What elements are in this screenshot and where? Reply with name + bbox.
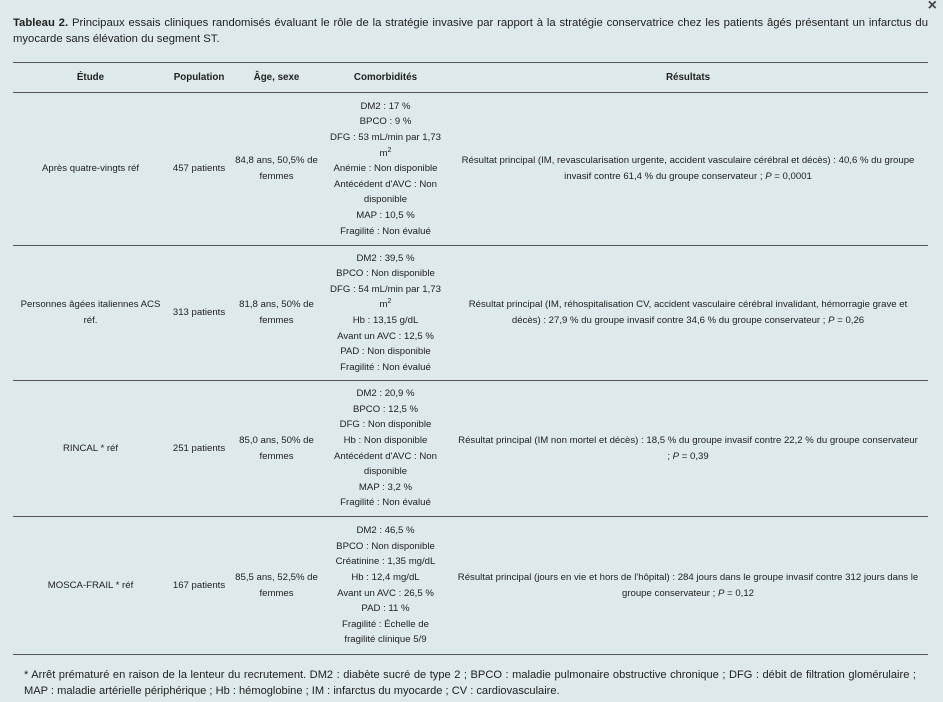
cell-population: 457 patients <box>168 93 230 246</box>
header-etude: Étude <box>13 63 168 93</box>
comorb-item: DM2 : 20,9 % <box>356 388 415 400</box>
cell-etude: Après quatre-vingts réf <box>13 93 168 246</box>
comorb-item: Hb : Non disponible <box>343 434 428 446</box>
comorb-item: DM2 : 39,5 % <box>356 252 415 264</box>
cell-age: 85,5 ans, 52,5% de femmes <box>230 517 323 655</box>
cell-resultats: Résultat principal (IM, revascularisation urgente, accident vasculaire cérébral et décès) : 40,6 % du groupe invasif contre 61,4 % du groupe conservateur ; P = 0,0001 <box>448 93 928 246</box>
header-age-sexe: Âge, sexe <box>230 63 323 93</box>
caption-label: Tableau 2. <box>13 17 69 29</box>
comorb-item: PAD : 11 % <box>361 603 410 615</box>
table-caption <box>13 15 928 47</box>
cell-resultats: Résultat principal (IM, réhospitalisation CV, accident vasculaire cérébral invalidant, hémorragie grave et décès) : 27,9 % du groupe invasif contre 34,6 % du groupe conservateur ; P = 0,26 <box>448 246 928 381</box>
comorb-item: PAD : Non disponible <box>340 346 431 358</box>
comorb-item: Fragilité : Non évalué <box>340 361 431 373</box>
comorb-item: Hb : 12,4 mg/dL <box>351 571 420 583</box>
cell-age: 84,8 ans, 50,5% de femmes <box>230 93 323 246</box>
cell-comorbidites <box>323 381 448 517</box>
comorb-item: MAP : 10,5 % <box>356 209 415 221</box>
table-row <box>13 381 928 517</box>
comorb-item: BPCO : 9 % <box>359 116 412 128</box>
comorb-item: DM2 : 46,5 % <box>356 525 415 537</box>
close-icon[interactable]: × <box>927 0 937 14</box>
comorb-item: Anémie : Non disponible <box>333 163 438 175</box>
comorb-item: DFG : 53 mL/min par 1,73 $m^2$ <box>330 132 441 159</box>
comorb-item: BPCO : Non disponible <box>336 268 435 280</box>
cell-etude: Personnes âgées italiennes ACS réf. <box>13 246 168 381</box>
cell-etude: MOSCA-FRAIL * réf <box>13 517 168 655</box>
header-population: Population <box>168 63 230 93</box>
header-resultats: Résultats <box>448 63 928 93</box>
comorb-item: DM2 : 17 % <box>360 100 411 112</box>
cell-population: 313 patients <box>168 246 230 381</box>
comorb-item: MAP : 3,2 % <box>358 481 413 493</box>
cell-population: 251 patients <box>168 381 230 517</box>
cell-comorbidites <box>323 517 448 655</box>
comorb-item: BPCO : Non disponible <box>336 540 435 552</box>
cell-comorbidites <box>323 246 448 381</box>
table-header-row <box>13 63 928 93</box>
comorb-item: Fragilité : Non évalué <box>340 497 431 509</box>
trials-table <box>13 62 928 655</box>
table-row <box>13 517 928 655</box>
comorb-item: Hb : 13,15 g/dL <box>352 315 419 326</box>
comorb-item: BPCO : 12,5 % <box>352 403 419 415</box>
caption-text: Principaux essais cliniques randomisés évaluant le rôle de la stratégie invasive par rapport à la stratégie conservatrice chez les patients âgés présentant un infarctus du myocarde sans élévation du segment ST. <box>13 17 928 45</box>
comorb-item: Fragilité : Non évalué <box>340 225 431 237</box>
comorb-item: Antécédent d'AVC : Non disponible <box>334 450 437 478</box>
cell-resultats: Résultat principal (jours en vie et hors de l'hôpital) : 284 jours dans le groupe invasif contre 312 jours dans le groupe conservateur ; P = 0,12 <box>448 517 928 655</box>
table-footnote: * Arrêt prématuré en raison de la lenteur du recrutement. DM2 : diabète sucré de type 2 ; BPCO : maladie pulmonaire obstructive chronique ; DFG : débit de filtration glomérulaire ; MAP : maladie artérielle périphérique ; Hb : hémoglobine ; IM : infarctus du myocarde ; CV : cardiovasculaire. <box>24 669 916 697</box>
comorb-item: Créatinine : 1,35 mg/dL <box>335 556 436 568</box>
comorb-item: Antécédent d'AVC : Non disponible <box>334 178 437 206</box>
comorb-item: DFG : Non disponible <box>339 419 432 431</box>
cell-resultats: Résultat principal (IM non mortel et décès) : 18,5 % du groupe invasif contre 22,2 % du groupe conservateur ; P = 0,39 <box>448 381 928 517</box>
comorb-item: DFG : 54 mL/min par 1,73 $m^2$ <box>330 283 441 311</box>
cell-age: 81,8 ans, 50% de femmes <box>230 246 323 381</box>
header-comorbidites: Comorbidités <box>323 63 448 93</box>
cell-comorbidites <box>323 93 448 246</box>
cell-population: 167 patients <box>168 517 230 655</box>
comorb-item: Fragilité : Échelle de fragilité clinique 5/9 <box>342 618 429 646</box>
comorb-item: Avant un AVC : 26,5 % <box>337 587 434 599</box>
table-row <box>13 93 928 246</box>
comorb-item: Avant un AVC : 12,5 % <box>337 330 434 342</box>
table-row <box>13 246 928 381</box>
cell-etude: RINCAL * réf <box>13 381 168 517</box>
cell-age: 85,0 ans, 50% de femmes <box>230 381 323 517</box>
